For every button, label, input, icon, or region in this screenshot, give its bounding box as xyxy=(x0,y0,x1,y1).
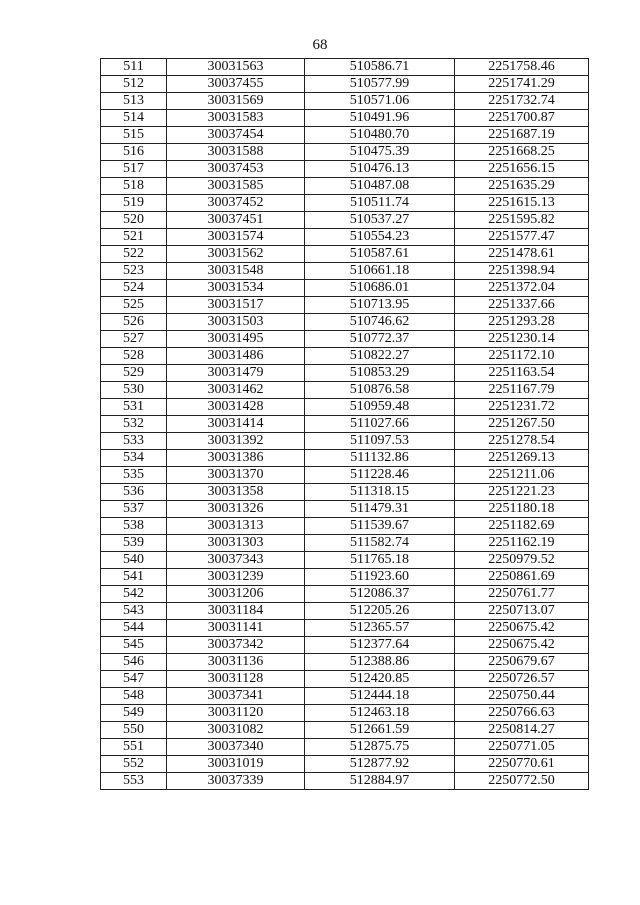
table-row xyxy=(101,178,589,195)
table-row xyxy=(101,280,589,297)
table-row xyxy=(101,144,589,161)
table-row xyxy=(101,722,589,739)
table-row xyxy=(101,382,589,399)
point-id-cell: 30031428 xyxy=(167,399,305,416)
table-row xyxy=(101,93,589,110)
y-coordinate-cell: 2250675.42 xyxy=(455,637,589,654)
y-coordinate-cell: 2251167.79 xyxy=(455,382,589,399)
y-coordinate-cell: 2250766.63 xyxy=(455,705,589,722)
table-row xyxy=(101,484,589,501)
y-coordinate-cell: 2251163.54 xyxy=(455,365,589,382)
point-number-cell: 526 xyxy=(101,314,167,331)
x-coordinate-cell: 510959.48 xyxy=(305,399,455,416)
x-coordinate-cell: 512444.18 xyxy=(305,688,455,705)
coordinates-table xyxy=(100,58,589,790)
x-coordinate-cell: 512377.64 xyxy=(305,637,455,654)
point-id-cell: 30031503 xyxy=(167,314,305,331)
table-row xyxy=(101,229,589,246)
y-coordinate-cell: 2251269.13 xyxy=(455,450,589,467)
x-coordinate-cell: 510577.99 xyxy=(305,76,455,93)
table-row xyxy=(101,637,589,654)
table-row xyxy=(101,161,589,178)
point-id-cell: 30037455 xyxy=(167,76,305,93)
table-row xyxy=(101,416,589,433)
x-coordinate-cell: 511923.60 xyxy=(305,569,455,586)
y-coordinate-cell: 2251398.94 xyxy=(455,263,589,280)
y-coordinate-cell: 2250726.57 xyxy=(455,671,589,688)
y-coordinate-cell: 2251687.19 xyxy=(455,127,589,144)
point-number-cell: 534 xyxy=(101,450,167,467)
point-id-cell: 30037343 xyxy=(167,552,305,569)
point-id-cell: 30031136 xyxy=(167,654,305,671)
point-number-cell: 515 xyxy=(101,127,167,144)
y-coordinate-cell: 2251741.29 xyxy=(455,76,589,93)
table-row xyxy=(101,569,589,586)
point-id-cell: 30031184 xyxy=(167,603,305,620)
y-coordinate-cell: 2250675.42 xyxy=(455,620,589,637)
point-id-cell: 30031548 xyxy=(167,263,305,280)
point-id-cell: 30031303 xyxy=(167,535,305,552)
y-coordinate-cell: 2251700.87 xyxy=(455,110,589,127)
point-number-cell: 548 xyxy=(101,688,167,705)
table-row xyxy=(101,518,589,535)
point-id-cell: 30031534 xyxy=(167,280,305,297)
x-coordinate-cell: 511132.86 xyxy=(305,450,455,467)
y-coordinate-cell: 2251595.82 xyxy=(455,212,589,229)
point-number-cell: 524 xyxy=(101,280,167,297)
point-id-cell: 30031370 xyxy=(167,467,305,484)
point-number-cell: 545 xyxy=(101,637,167,654)
y-coordinate-cell: 2251337.66 xyxy=(455,297,589,314)
table-row xyxy=(101,331,589,348)
point-id-cell: 30031585 xyxy=(167,178,305,195)
y-coordinate-cell: 2251615.13 xyxy=(455,195,589,212)
table-row xyxy=(101,552,589,569)
y-coordinate-cell: 2251221.23 xyxy=(455,484,589,501)
y-coordinate-cell: 2250750.44 xyxy=(455,688,589,705)
point-number-cell: 512 xyxy=(101,76,167,93)
table-row xyxy=(101,212,589,229)
x-coordinate-cell: 510686.01 xyxy=(305,280,455,297)
table-row xyxy=(101,654,589,671)
point-number-cell: 539 xyxy=(101,535,167,552)
y-coordinate-cell: 2251656.15 xyxy=(455,161,589,178)
y-coordinate-cell: 2251231.72 xyxy=(455,399,589,416)
x-coordinate-cell: 511027.66 xyxy=(305,416,455,433)
table-row xyxy=(101,467,589,484)
point-number-cell: 549 xyxy=(101,705,167,722)
table-row xyxy=(101,59,589,76)
table-row xyxy=(101,586,589,603)
x-coordinate-cell: 510480.70 xyxy=(305,127,455,144)
table-row xyxy=(101,688,589,705)
x-coordinate-cell: 512661.59 xyxy=(305,722,455,739)
y-coordinate-cell: 2251668.25 xyxy=(455,144,589,161)
x-coordinate-cell: 510491.96 xyxy=(305,110,455,127)
point-number-cell: 518 xyxy=(101,178,167,195)
y-coordinate-cell: 2250772.50 xyxy=(455,773,589,790)
point-id-cell: 30031128 xyxy=(167,671,305,688)
x-coordinate-cell: 510554.23 xyxy=(305,229,455,246)
y-coordinate-cell: 2251278.54 xyxy=(455,433,589,450)
point-id-cell: 30031392 xyxy=(167,433,305,450)
point-id-cell: 30037340 xyxy=(167,739,305,756)
x-coordinate-cell: 511318.15 xyxy=(305,484,455,501)
table-row xyxy=(101,263,589,280)
y-coordinate-cell: 2251577.47 xyxy=(455,229,589,246)
point-id-cell: 30031479 xyxy=(167,365,305,382)
x-coordinate-cell: 510876.58 xyxy=(305,382,455,399)
point-id-cell: 30031082 xyxy=(167,722,305,739)
point-id-cell: 30037451 xyxy=(167,212,305,229)
point-id-cell: 30031326 xyxy=(167,501,305,518)
point-id-cell: 30031495 xyxy=(167,331,305,348)
point-number-cell: 546 xyxy=(101,654,167,671)
y-coordinate-cell: 2250814.27 xyxy=(455,722,589,739)
table-row xyxy=(101,756,589,773)
x-coordinate-cell: 510746.62 xyxy=(305,314,455,331)
x-coordinate-cell: 512388.86 xyxy=(305,654,455,671)
point-id-cell: 30037452 xyxy=(167,195,305,212)
table-row xyxy=(101,671,589,688)
y-coordinate-cell: 2250979.52 xyxy=(455,552,589,569)
x-coordinate-cell: 510487.08 xyxy=(305,178,455,195)
x-coordinate-cell: 512086.37 xyxy=(305,586,455,603)
y-coordinate-cell: 2251635.29 xyxy=(455,178,589,195)
point-number-cell: 511 xyxy=(101,59,167,76)
table-row xyxy=(101,76,589,93)
y-coordinate-cell: 2250770.61 xyxy=(455,756,589,773)
y-coordinate-cell: 2251182.69 xyxy=(455,518,589,535)
x-coordinate-cell: 512884.97 xyxy=(305,773,455,790)
point-number-cell: 513 xyxy=(101,93,167,110)
y-coordinate-cell: 2251758.46 xyxy=(455,59,589,76)
x-coordinate-cell: 510571.06 xyxy=(305,93,455,110)
point-number-cell: 522 xyxy=(101,246,167,263)
x-coordinate-cell: 510475.39 xyxy=(305,144,455,161)
x-coordinate-cell: 511097.53 xyxy=(305,433,455,450)
table-row xyxy=(101,314,589,331)
x-coordinate-cell: 510772.37 xyxy=(305,331,455,348)
coordinates-table-container xyxy=(100,58,588,790)
x-coordinate-cell: 511582.74 xyxy=(305,535,455,552)
x-coordinate-cell: 512877.92 xyxy=(305,756,455,773)
point-id-cell: 30031019 xyxy=(167,756,305,773)
point-number-cell: 533 xyxy=(101,433,167,450)
point-number-cell: 521 xyxy=(101,229,167,246)
point-number-cell: 542 xyxy=(101,586,167,603)
point-number-cell: 516 xyxy=(101,144,167,161)
table-body xyxy=(101,59,589,790)
page-number: 68 xyxy=(312,37,328,53)
point-number-cell: 543 xyxy=(101,603,167,620)
y-coordinate-cell: 2250713.07 xyxy=(455,603,589,620)
table-row xyxy=(101,110,589,127)
point-id-cell: 30031563 xyxy=(167,59,305,76)
point-number-cell: 537 xyxy=(101,501,167,518)
point-number-cell: 532 xyxy=(101,416,167,433)
point-number-cell: 544 xyxy=(101,620,167,637)
x-coordinate-cell: 510853.29 xyxy=(305,365,455,382)
point-number-cell: 553 xyxy=(101,773,167,790)
x-coordinate-cell: 510822.27 xyxy=(305,348,455,365)
x-coordinate-cell: 512463.18 xyxy=(305,705,455,722)
y-coordinate-cell: 2251180.18 xyxy=(455,501,589,518)
table-row xyxy=(101,127,589,144)
x-coordinate-cell: 511765.18 xyxy=(305,552,455,569)
x-coordinate-cell: 511539.67 xyxy=(305,518,455,535)
point-id-cell: 30031358 xyxy=(167,484,305,501)
point-number-cell: 531 xyxy=(101,399,167,416)
table-row xyxy=(101,297,589,314)
point-number-cell: 527 xyxy=(101,331,167,348)
y-coordinate-cell: 2251732.74 xyxy=(455,93,589,110)
x-coordinate-cell: 510661.18 xyxy=(305,263,455,280)
table-row xyxy=(101,501,589,518)
y-coordinate-cell: 2250771.05 xyxy=(455,739,589,756)
point-number-cell: 540 xyxy=(101,552,167,569)
point-number-cell: 517 xyxy=(101,161,167,178)
point-id-cell: 30031486 xyxy=(167,348,305,365)
table-row xyxy=(101,348,589,365)
point-number-cell: 538 xyxy=(101,518,167,535)
point-id-cell: 30031141 xyxy=(167,620,305,637)
point-id-cell: 30031562 xyxy=(167,246,305,263)
point-number-cell: 530 xyxy=(101,382,167,399)
x-coordinate-cell: 511228.46 xyxy=(305,467,455,484)
x-coordinate-cell: 511479.31 xyxy=(305,501,455,518)
y-coordinate-cell: 2251211.06 xyxy=(455,467,589,484)
point-id-cell: 30031386 xyxy=(167,450,305,467)
point-number-cell: 535 xyxy=(101,467,167,484)
point-number-cell: 536 xyxy=(101,484,167,501)
x-coordinate-cell: 510511.74 xyxy=(305,195,455,212)
point-number-cell: 523 xyxy=(101,263,167,280)
x-coordinate-cell: 512875.75 xyxy=(305,739,455,756)
table-row xyxy=(101,195,589,212)
table-row xyxy=(101,433,589,450)
table-row xyxy=(101,365,589,382)
y-coordinate-cell: 2251478.61 xyxy=(455,246,589,263)
y-coordinate-cell: 2251293.28 xyxy=(455,314,589,331)
point-id-cell: 30031462 xyxy=(167,382,305,399)
y-coordinate-cell: 2251372.04 xyxy=(455,280,589,297)
x-coordinate-cell: 512205.26 xyxy=(305,603,455,620)
table-row xyxy=(101,246,589,263)
x-coordinate-cell: 510537.27 xyxy=(305,212,455,229)
point-number-cell: 547 xyxy=(101,671,167,688)
point-number-cell: 519 xyxy=(101,195,167,212)
point-id-cell: 30031517 xyxy=(167,297,305,314)
x-coordinate-cell: 510713.95 xyxy=(305,297,455,314)
table-row xyxy=(101,603,589,620)
point-id-cell: 30037453 xyxy=(167,161,305,178)
y-coordinate-cell: 2250679.67 xyxy=(455,654,589,671)
point-number-cell: 520 xyxy=(101,212,167,229)
point-id-cell: 30037342 xyxy=(167,637,305,654)
x-coordinate-cell: 510586.71 xyxy=(305,59,455,76)
point-number-cell: 525 xyxy=(101,297,167,314)
point-id-cell: 30031206 xyxy=(167,586,305,603)
point-id-cell: 30031414 xyxy=(167,416,305,433)
point-number-cell: 529 xyxy=(101,365,167,382)
point-number-cell: 514 xyxy=(101,110,167,127)
y-coordinate-cell: 2250861.69 xyxy=(455,569,589,586)
x-coordinate-cell: 510476.13 xyxy=(305,161,455,178)
y-coordinate-cell: 2251267.50 xyxy=(455,416,589,433)
point-number-cell: 551 xyxy=(101,739,167,756)
table-row xyxy=(101,739,589,756)
point-id-cell: 30031574 xyxy=(167,229,305,246)
point-id-cell: 30031569 xyxy=(167,93,305,110)
point-number-cell: 528 xyxy=(101,348,167,365)
y-coordinate-cell: 2250761.77 xyxy=(455,586,589,603)
point-number-cell: 552 xyxy=(101,756,167,773)
x-coordinate-cell: 510587.61 xyxy=(305,246,455,263)
point-id-cell: 30031588 xyxy=(167,144,305,161)
point-id-cell: 30031239 xyxy=(167,569,305,586)
point-id-cell: 30031583 xyxy=(167,110,305,127)
x-coordinate-cell: 512365.57 xyxy=(305,620,455,637)
point-id-cell: 30031120 xyxy=(167,705,305,722)
table-row xyxy=(101,450,589,467)
x-coordinate-cell: 512420.85 xyxy=(305,671,455,688)
table-row xyxy=(101,535,589,552)
table-row xyxy=(101,620,589,637)
point-id-cell: 30031313 xyxy=(167,518,305,535)
point-id-cell: 30037341 xyxy=(167,688,305,705)
table-row xyxy=(101,705,589,722)
point-number-cell: 550 xyxy=(101,722,167,739)
y-coordinate-cell: 2251230.14 xyxy=(455,331,589,348)
point-number-cell: 541 xyxy=(101,569,167,586)
y-coordinate-cell: 2251162.19 xyxy=(455,535,589,552)
table-row xyxy=(101,773,589,790)
table-row xyxy=(101,399,589,416)
point-id-cell: 30037339 xyxy=(167,773,305,790)
y-coordinate-cell: 2251172.10 xyxy=(455,348,589,365)
point-id-cell: 30037454 xyxy=(167,127,305,144)
